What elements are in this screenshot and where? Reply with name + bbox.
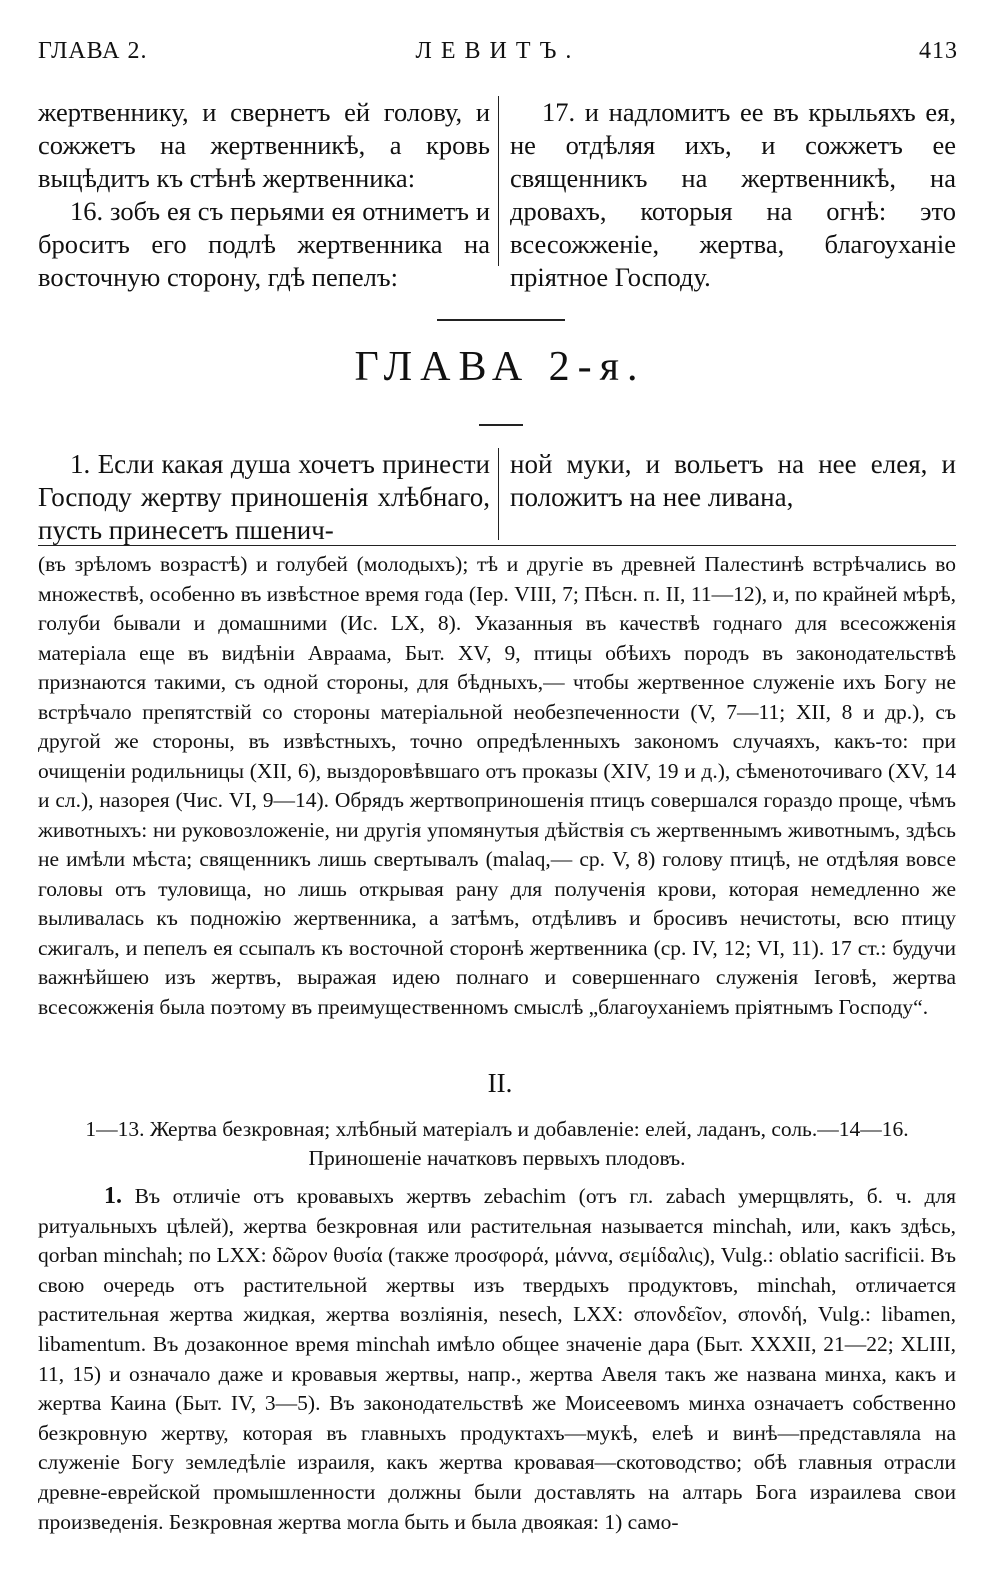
verse-lead-number: 1. [104,1183,122,1209]
page-number: 413 [919,38,958,64]
verse-column-right [510,96,956,294]
verse-text: ной муки, и вольетъ на нее елея, и положитъ на нее ливана, [510,449,956,512]
column-divider [498,96,499,266]
section-paragraph [38,1182,956,1537]
running-header [38,30,958,70]
section-commentary [38,1182,956,1537]
verse-column-left [38,96,490,294]
verse-column-right [510,448,956,514]
chapter-heading: ГЛАВА 2-я. [354,344,646,390]
section-text: Въ отличіе отъ кровавыхъ жертвъ zebachim (отъ гл. zabach умерщвлять, б. ч. для ритуальныхъ цѣлей), жертва безкровная или растительная называется minchah, или, какъ здѣсь, qorban minchah; по LXX: δῶρον θυσία (также προσφορά, μάννα, σεμίδαλις), Vulg.: oblatio sacrificii. Въ свою очередь отъ растительной жертвы изъ твердыхъ продуктовъ, minchah, отличается растительная жертва жидкая, жертва возліянія, nesech, LXX: σπονδεῖον, σπονδή, Vulg.: libamen, libamentum. Въ дозаконное время minchah имѣло общее значеніе дара (Быт. XXXII, 21—22; XLIII, 11, 15) и означало даже и кровавыя жертвы, напр., жертва Авеля такъ же названа минха, какъ и жертва Каина (Быт. IV, 3—5). Въ законодательствѣ же Моисеевомъ минха означаетъ собственно безкровную жертву, которая въ главныхъ продуктахъ—мукѣ, елеѣ и винѣ—представляла на служеніе Богу земледѣліе израиля, какъ жертва кровавая—скотоводство; обѣ главныя отрасли древне-еврейской промышленности должны были доставлять на алтарь Бога израилева свои произведенія. Безкровная жертва могла быть и была двоякая: 1) само- [38,1184,956,1534]
verse-text: 16. зобъ ея съ перьями ея отниметъ и броситъ его подлѣ жертвенника на восточную сторону, гдѣ пепелъ: [38,196,490,292]
section-number: II. [487,1068,513,1098]
verse-text: 17. и надломитъ ее въ крыльяхъ ея, не отдѣляя ихъ, и сожжетъ ее священникъ на жертвенникѣ, на дровахъ, которыя на огнѣ: это всесожженіе, жертва, благоуханіе пріятное Господу. [510,97,956,292]
commentary-block [38,550,956,1022]
chapter-rule-top [437,319,565,321]
verse-columns-chapter [38,448,956,544]
column-divider [498,448,499,540]
header-book-title: ЛЕВИТЪ. [415,38,581,64]
verse-columns-top [38,96,956,292]
chapter-rule-bottom [479,424,523,426]
verse-text: 1. Если какая душа хочетъ принести Господу жертву приношенія хлѣбнаго, пусть принесетъ пшенич- [38,449,490,545]
commentary-rule [38,545,956,546]
section-summary: 1—13. Жертва безкровная; хлѣбный матеріалъ и добавленіе: елей, ладанъ, соль.—14—16. Приношеніе начатковъ первыхъ плодовъ. [85,1117,909,1170]
header-chapter: ГЛАВА 2. [38,38,148,64]
commentary-text: (въ зрѣломъ возрастѣ) и голубей (молодыхъ); тѣ и другіе въ древней Палестинѣ встрѣчались во множествѣ, особенно въ извѣстное время года (Іер. VIII, 7; Пѣсн. п. II, 11—12), и, по крайней мѣрѣ, голуби бывали и домашними (Ис. LX, 8). Указанныя въ качествѣ годнаго для всесожженія матеріала еще въ видѣніи Авраама, Быт. XV, 9, птицы обѣихъ породъ въ законодательствѣ признаются такими, съ одной стороны, для бѣдныхъ,— чтобы жертвенное служеніе ихъ Богу не встрѣчало препятствій со стороны матеріальной необезпеченности (V, 7—11; XII, 8 и др.), съ другой же стороны, въ извѣстныхъ, точно опредѣленныхъ закономъ случаяхъ, какъ-то: при очищеніи родильницы (XII, 6), выздоровѣвшаго отъ проказы (XIV, 19 и д.), сѣменоточиваго (XV, 14 и сл.), назорея (Чис. VI, 9—14). Обрядъ жертвоприношенія птицъ совершался гораздо проще, чѣмъ животныхъ: ни руковозложеніе, ни другія упомянутыя дѣйствія съ жертвеннымъ животнымъ, здѣсь не имѣли мѣста; священникъ лишь свертывалъ (malaq,— ср. V, 8) голову птицѣ, не отдѣляя вовсе головы отъ туловища, но лишь открывая рану для полученія крови, которая немедленно же выливалась къ подножію жертвенника, а затѣмъ, отдѣливъ и бросивъ нечистоты, всю птицу сжигалъ, и пепелъ ея ссыпалъ къ восточной сторонѣ жертвенника (ср. IV, 12; VI, 11). 17 ст.: будучи важнѣйшею изъ жертвъ, выражая идею полнаго и совершеннаго служенія Іеговѣ, жертва всесожженія была поэтому въ преимущественномъ смыслѣ „благоуханіемъ пріятнымъ Господу“. [38,552,956,1019]
verse-text: жертвеннику, и свернетъ ей голову, и сожжетъ на жертвенникѣ, а кровь выцѣдитъ къ стѣнѣ жертвенника: [38,97,490,193]
verse-column-left [38,448,490,547]
